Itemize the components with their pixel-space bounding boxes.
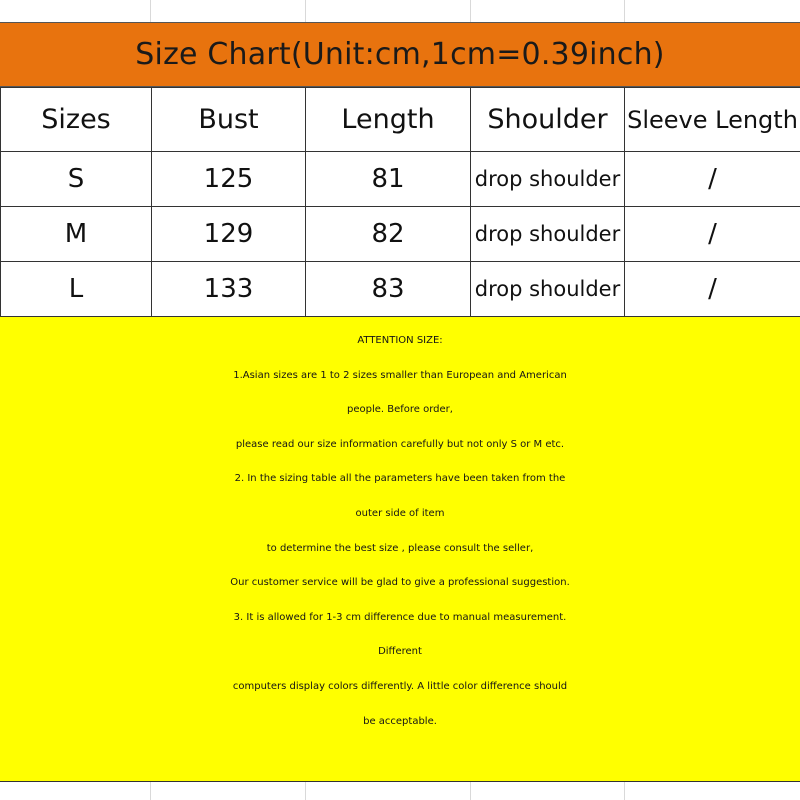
header-sleeve-length: Sleeve Length xyxy=(625,88,800,152)
gridline xyxy=(305,782,306,800)
note-line: people. Before order, xyxy=(347,404,453,416)
table-row xyxy=(1,262,800,317)
cell-size: M xyxy=(1,207,152,262)
gridline xyxy=(470,782,471,800)
table-row xyxy=(1,152,800,207)
cell-sleeve-length: / xyxy=(625,262,800,317)
header-shoulder: Shoulder xyxy=(471,88,625,152)
bottom-margin xyxy=(0,782,800,800)
note-line: Different xyxy=(378,646,422,658)
note-line: please read our size information carefully but not only S or M etc. xyxy=(235,438,565,450)
gridline xyxy=(305,0,306,22)
note-line: outer side of item xyxy=(355,507,445,519)
cell-shoulder: drop shoulder xyxy=(471,152,625,207)
header-length: Length xyxy=(306,88,471,152)
cell-size: L xyxy=(1,262,152,317)
note-line: computers display colors differently. A little color difference should xyxy=(232,680,568,692)
note-line: Our customer service will be glad to give a professional suggestion. xyxy=(230,577,570,589)
cell-sleeve-length: / xyxy=(625,207,800,262)
notes-heading: ATTENTION SIZE: xyxy=(357,335,443,346)
note-line: 3. It is allowed for 1-3 cm difference due to manual measurement. xyxy=(233,611,567,623)
size-table xyxy=(0,87,800,317)
header-sizes: Sizes xyxy=(1,88,152,152)
top-margin xyxy=(0,0,800,22)
gridline xyxy=(150,782,151,800)
gridline xyxy=(150,0,151,22)
gridline xyxy=(624,0,625,22)
cell-length: 83 xyxy=(306,262,471,317)
cell-sleeve-length: / xyxy=(625,152,800,207)
cell-shoulder: drop shoulder xyxy=(471,207,625,262)
table-row xyxy=(1,207,800,262)
note-line: 1.Asian sizes are 1 to 2 sizes smaller than European and American xyxy=(233,369,567,381)
note-line: to determine the best size , please consult the seller, xyxy=(266,542,534,554)
note-line: 2. In the sizing table all the parameters have been taken from the xyxy=(234,473,566,485)
cell-bust: 129 xyxy=(152,207,306,262)
gridline xyxy=(624,782,625,800)
cell-length: 82 xyxy=(306,207,471,262)
cell-bust: 125 xyxy=(152,152,306,207)
title-bar xyxy=(0,22,800,87)
gridline xyxy=(470,0,471,22)
chart-title: Size Chart(Unit:cm,1cm=0.39inch) xyxy=(135,37,665,72)
cell-shoulder: drop shoulder xyxy=(471,262,625,317)
attention-notes xyxy=(0,316,800,782)
note-line: be acceptable. xyxy=(363,715,437,727)
cell-size: S xyxy=(1,152,152,207)
header-bust: Bust xyxy=(152,88,306,152)
table-header-row xyxy=(1,88,800,152)
cell-length: 81 xyxy=(306,152,471,207)
cell-bust: 133 xyxy=(152,262,306,317)
